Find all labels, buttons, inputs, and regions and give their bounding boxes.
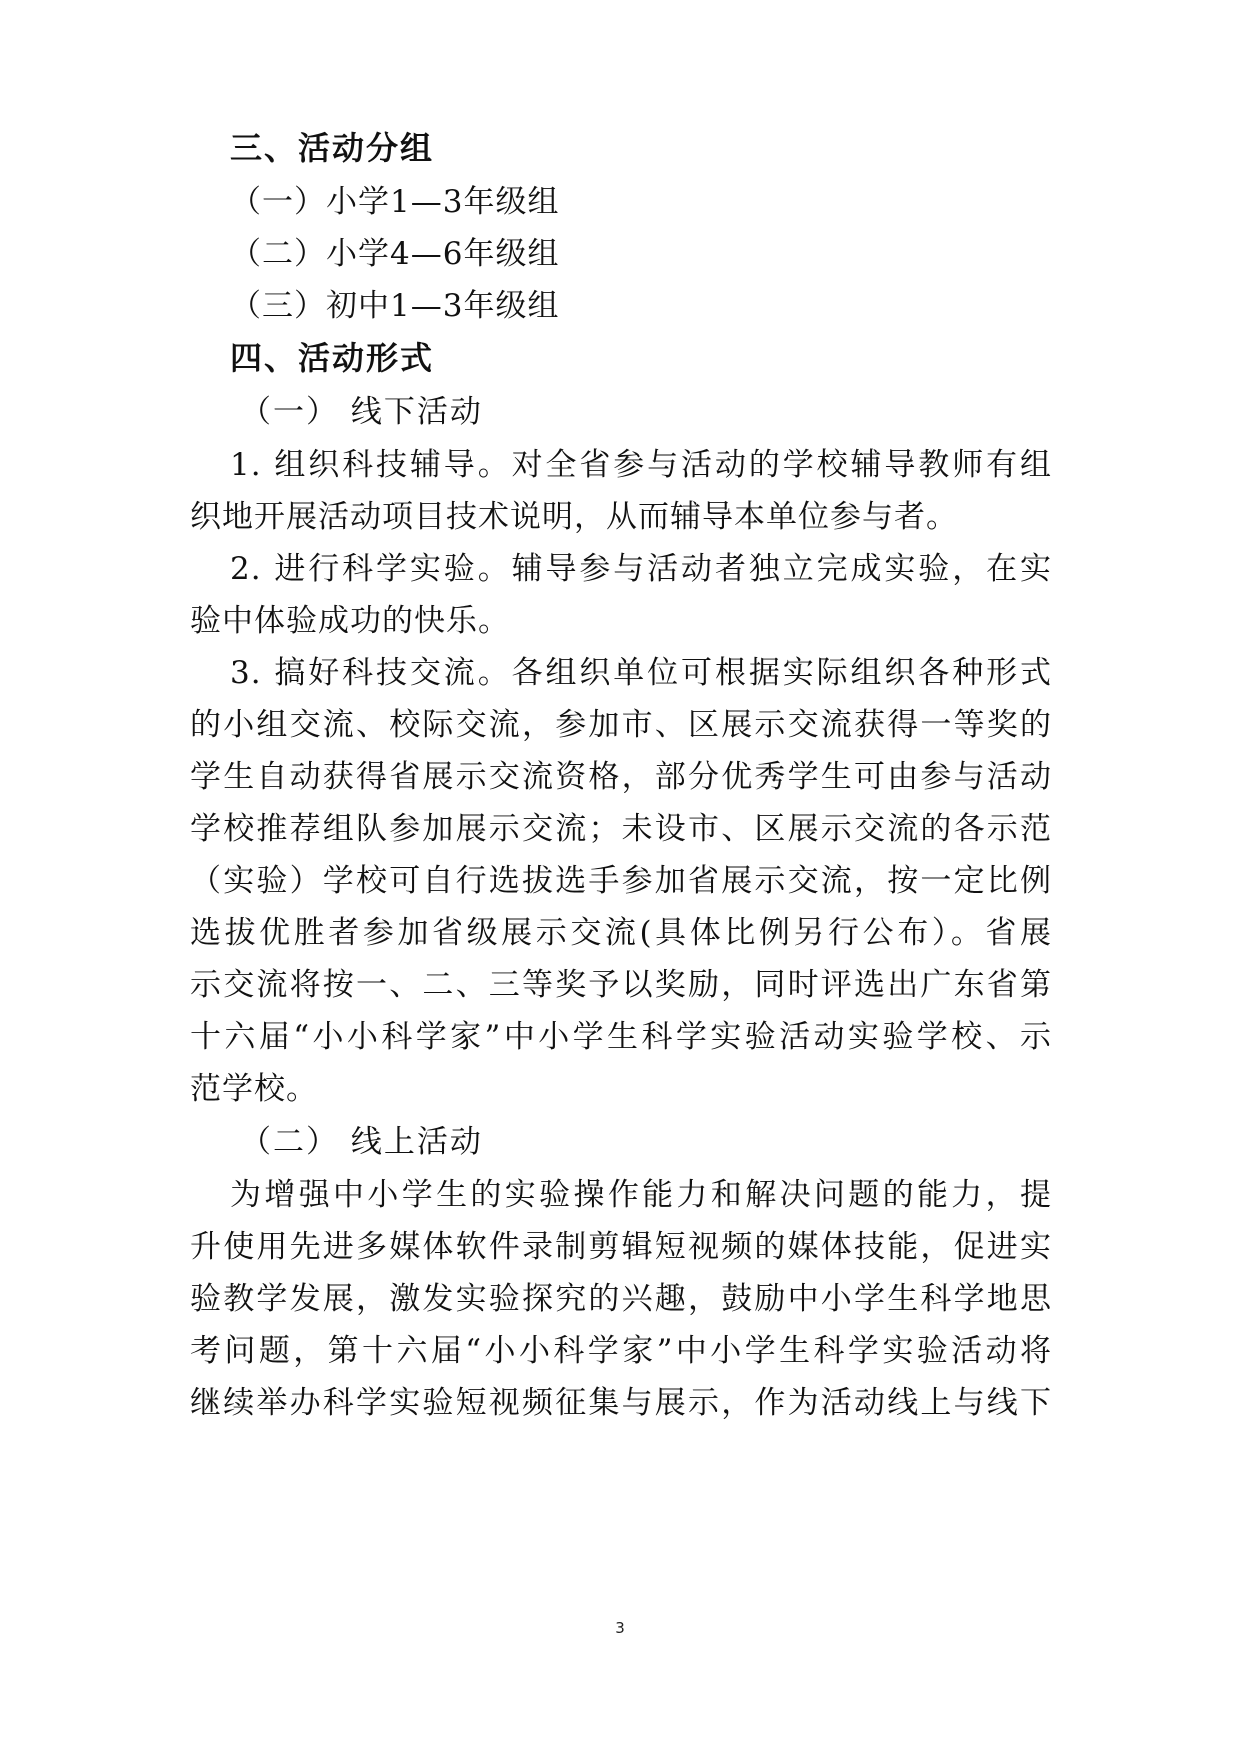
section-heading-activity-format: 四、活动形式 [230,339,435,377]
paragraph-line: 学校推荐组队参加展示交流；未设市、区展示交流的各示范 [190,811,1052,847]
paragraph-line: 继续举办科学实验短视频征集与展示，作为活动线上与线下 [190,1385,1052,1421]
paragraph-line: 验中体验成功的快乐。 [190,603,510,639]
group-item-primary-4-6: （二）小学4—6年级组 [230,236,560,272]
paragraph-line: 验教学发展，激发实验探究的兴趣，鼓励中小学生科学地思 [190,1281,1052,1317]
subheading-offline-activity: （一） 线下活动 [240,394,483,430]
paragraph-line: 十六届“小小科学家”中小学生科学实验活动实验学校、示 [190,1019,1052,1055]
paragraph-line: 考问题，第十六届“小小科学家”中小学生科学实验活动将 [190,1333,1052,1369]
paragraph-line: 学生自动获得省展示交流资格，部分优秀学生可由参与活动 [190,759,1052,795]
paragraph-line: 范学校。 [190,1071,318,1107]
page-number: 3 [615,1619,625,1637]
group-item-junior-1-3: （三）初中1—3年级组 [230,288,560,324]
paragraph-line: 1. 组织科技辅导。对全省参与活动的学校辅导教师有组 [230,447,1052,483]
subheading-online-activity: （二） 线上活动 [240,1124,483,1160]
section-heading-activity-groups: 三、活动分组 [230,129,435,167]
group-item-primary-1-3: （一）小学1—3年级组 [230,184,560,220]
paragraph-line: 示交流将按一、二、三等奖予以奖励，同时评选出广东省第 [190,967,1052,1003]
paragraph-line: 3. 搞好科技交流。各组织单位可根据实际组织各种形式 [230,655,1052,691]
paragraph-line: 为增强中小学生的实验操作能力和解决问题的能力，提 [230,1177,1052,1213]
paragraph-line: 选拔优胜者参加省级展示交流(具体比例另行公布）。省展 [190,915,1052,951]
paragraph-line: 升使用先进多媒体软件录制剪辑短视频的媒体技能，促进实 [190,1229,1052,1265]
paragraph-line: 织地开展活动项目技术说明，从而辅导本单位参与者。 [190,499,958,535]
paragraph-line: 的小组交流、校际交流，参加市、区展示交流获得一等奖的 [190,707,1052,743]
paragraph-line: 2. 进行科学实验。辅导参与活动者独立完成实验，在实 [230,551,1052,587]
paragraph-line: （实验）学校可自行选拔选手参加省展示交流，按一定比例 [190,863,1052,899]
